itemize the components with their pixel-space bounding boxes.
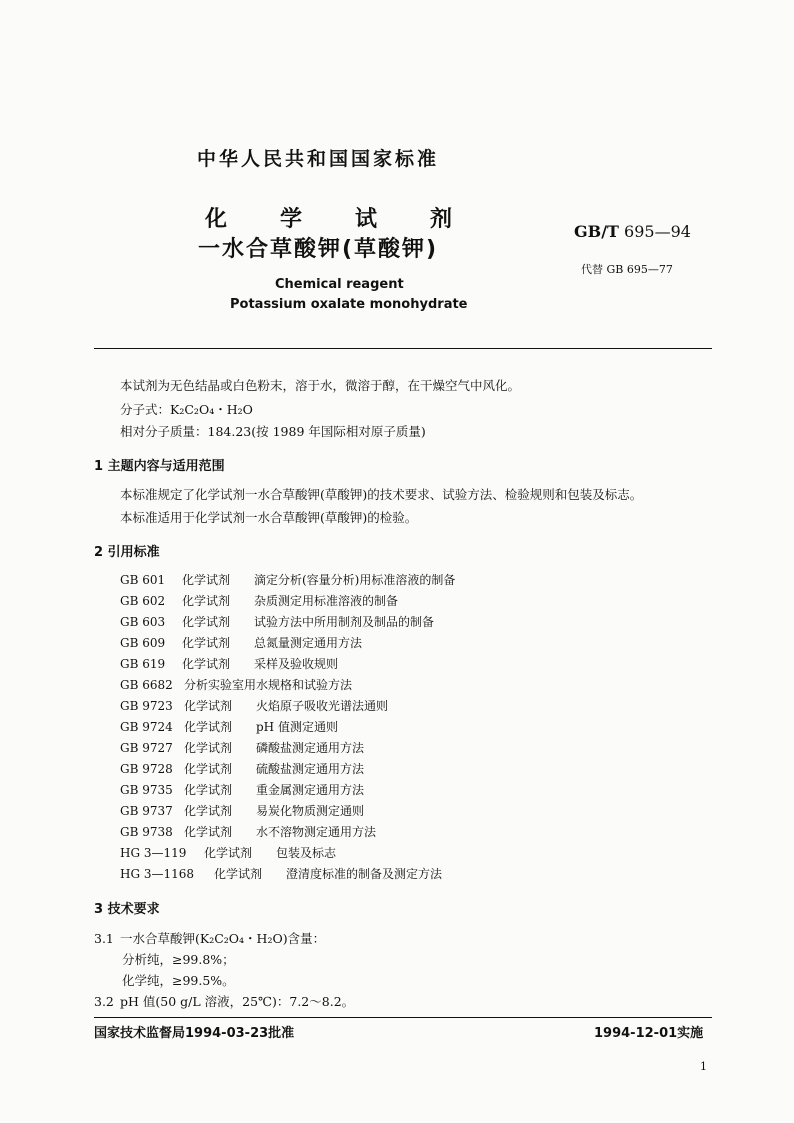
reference-category: 化学试剂 <box>182 594 231 608</box>
reference-item <box>120 613 434 630</box>
section1-heading: 1 主题内容与适用范围 <box>94 459 225 474</box>
reference-title: 采样及验收规则 <box>254 657 339 671</box>
title-char: 剂 <box>430 207 453 232</box>
title-english-line1: Chemical reagent <box>275 277 404 292</box>
intro-description: 本试剂为无色结晶或白色粉末，溶于水，微溶于醇，在干燥空气中风化。 <box>120 378 521 393</box>
reference-code: GB 619 <box>120 657 166 671</box>
reference-code: GB 9724 <box>120 720 173 734</box>
purity-analytical: 分析纯，≥99.8%； <box>122 952 235 967</box>
reference-code: GB 603 <box>120 615 166 629</box>
reference-code: GB 9738 <box>120 825 173 839</box>
header-divider <box>94 348 712 349</box>
reference-code: HG 3—119 <box>120 846 187 860</box>
standard-number-value: 695—94 <box>624 222 691 241</box>
reference-category: 化学试剂 <box>182 636 231 650</box>
reference-code: GB 6682 <box>120 678 173 692</box>
reference-title: 火焰原子吸收光谱法通则 <box>256 699 389 713</box>
intro-molar-mass: 相对分子质量：184.23(按 1989 年国际相对原子质量) <box>120 424 426 439</box>
reference-code: GB 9723 <box>120 699 173 713</box>
reference-title: 杂质测定用标准溶液的制备 <box>254 594 399 608</box>
reference-title: 澄清度标准的制备及测定方法 <box>286 867 443 881</box>
effective-date: 1994-12-01实施 <box>594 1026 704 1041</box>
reference-title: 硫酸盐测定通用方法 <box>256 762 365 776</box>
footer-divider <box>94 1017 712 1018</box>
approval-statement: 国家技术监督局1994-03-23批准 <box>94 1026 295 1041</box>
reference-code: GB 9737 <box>120 804 173 818</box>
reference-item <box>120 739 364 756</box>
reference-code: GB 9735 <box>120 783 173 797</box>
reference-title: 总氮量测定通用方法 <box>254 636 363 650</box>
reference-category: 化学试剂 <box>184 804 233 818</box>
item-3-2 <box>94 992 354 1010</box>
item-3-2-text: pH 值(50 g/L 溶液，25℃)：7.2～8.2。 <box>120 994 355 1009</box>
reference-title: 滴定分析(容量分析)用标准溶液的制备 <box>254 573 456 587</box>
reference-code: GB 602 <box>120 594 166 608</box>
reference-item <box>120 823 376 840</box>
title-english-line2: Potassium oxalate monohydrate <box>230 297 468 312</box>
reference-title: 磷酸盐测定通用方法 <box>256 741 365 755</box>
intro-formula <box>120 400 253 418</box>
reference-item <box>120 865 442 882</box>
item-3-2-label: 3.2 <box>94 994 114 1009</box>
reference-item <box>120 697 388 714</box>
reference-item <box>120 844 336 861</box>
reference-category: 化学试剂 <box>184 720 233 734</box>
standard-code: GB/T <box>574 222 619 241</box>
reference-category: 化学试剂 <box>182 615 231 629</box>
reference-title: 易炭化物质测定通则 <box>256 804 365 818</box>
reference-title: 水不溶物测定通用方法 <box>256 825 377 839</box>
reference-item <box>120 655 338 672</box>
reference-title: 重金属测定通用方法 <box>256 783 365 797</box>
purity-chemical: 化学纯，≥99.5%。 <box>122 973 235 988</box>
title-char: 试 <box>355 207 378 232</box>
reference-category: 化学试剂 <box>184 783 233 797</box>
reference-item <box>120 802 364 819</box>
title-chinese-line2: 一水合草酸钾(草酸钾) <box>198 237 439 262</box>
reference-category: 化学试剂 <box>182 657 231 671</box>
item-3-1 <box>94 929 325 947</box>
reference-item <box>120 676 352 693</box>
item-3-1-text: 一水合草酸钾(K₂C₂O₄・H₂O)含量： <box>120 931 326 946</box>
reference-item <box>120 634 362 651</box>
title-char: 化 <box>205 207 228 232</box>
reference-code: GB 9728 <box>120 762 173 776</box>
national-standard-title: 中华人民共和国国家标准 <box>197 148 440 170</box>
title-char: 学 <box>280 207 303 232</box>
reference-item <box>120 592 398 609</box>
reference-category: 化学试剂 <box>182 573 231 587</box>
reference-code: HG 3—1168 <box>120 867 195 881</box>
reference-item <box>120 571 455 588</box>
reference-code: GB 601 <box>120 573 166 587</box>
formula-value: K₂C₂O₄・H₂O <box>170 402 253 417</box>
reference-category: 化学试剂 <box>184 741 233 755</box>
item-3-1-label: 3.1 <box>94 931 114 946</box>
replaces-note: 代替 GB 695—77 <box>581 263 673 276</box>
reference-title: pH 值测定通则 <box>256 720 338 734</box>
page-number: 1 <box>700 1060 707 1073</box>
section1-para1: 本标准规定了化学试剂一水合草酸钾(草酸钾)的技术要求、试验方法、检验规则和包装及标志。 <box>120 487 643 502</box>
reference-category: 化学试剂 <box>214 867 263 881</box>
reference-item <box>120 760 364 777</box>
reference-category: 化学试剂 <box>184 762 233 776</box>
title-chinese-line1 <box>205 202 505 233</box>
reference-title: 试验方法中所用制剂及制品的制备 <box>254 615 435 629</box>
section3-heading: 3 技术要求 <box>94 902 160 917</box>
reference-title: 包装及标志 <box>276 846 337 860</box>
section2-heading: 2 引用标准 <box>94 545 160 560</box>
reference-code: GB 609 <box>120 636 166 650</box>
reference-category: 化学试剂 <box>204 846 253 860</box>
reference-title: 分析实验室用水规格和试验方法 <box>184 678 353 692</box>
reference-category: 化学试剂 <box>184 825 233 839</box>
reference-item <box>120 781 364 798</box>
section1-para2: 本标准适用于化学试剂一水合草酸钾(草酸钾)的检验。 <box>120 510 418 525</box>
reference-item <box>120 718 338 735</box>
reference-category: 化学试剂 <box>184 699 233 713</box>
formula-label: 分子式： <box>120 402 171 417</box>
standard-number <box>574 222 691 241</box>
reference-code: GB 9727 <box>120 741 173 755</box>
